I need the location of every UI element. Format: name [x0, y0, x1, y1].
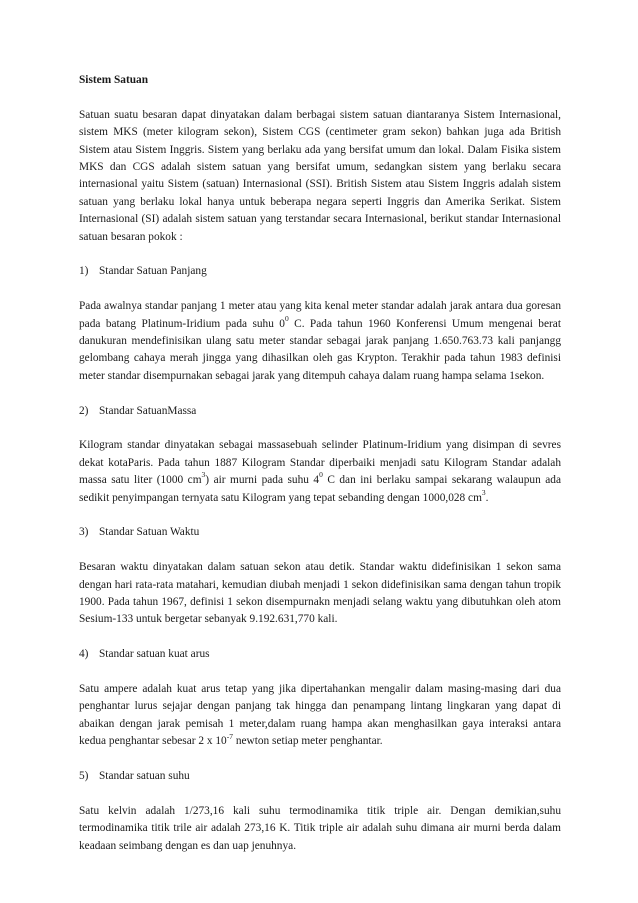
text-run: Pada awalnya standar panjang 1 meter atau yang kita kenal meter standar adalah jarak antara dua goresan pada batang Platinum-Iridium pada suhu 0 [79, 300, 561, 330]
section-heading-massa [79, 403, 561, 420]
section-number: 1) [79, 265, 89, 278]
superscript: 3 [481, 487, 486, 497]
section-number: 2) [79, 404, 89, 417]
superscript: -7 [226, 731, 233, 741]
text-run: C dan ini berlaku sampai sekarang walaupun ada sedikit penyimpangan ternyata satu Kilogram yang tepat sebanding dengan 1000,028 cm [79, 474, 561, 504]
section-number: 3) [79, 526, 89, 539]
text-run: ) air murni pada suhu 4 [205, 474, 320, 487]
section-number: 5) [79, 770, 89, 783]
document-page [79, 72, 561, 873]
section-title: Standar Satuan Panjang [99, 265, 207, 278]
section-paragraph-kuat-arus [79, 681, 561, 751]
section-paragraph-panjang [79, 298, 561, 385]
text-run: Satu ampere adalah kuat arus tetap yang jika dipertahankan mengalir dalam masing-masing dari dua penghantar lurus sejajar dengan panjang tak hingga dan penampang lintang lingkaran yang dapat di abaikan dengan jarak pemisah 1 meter,dalam ruang hampa akan menghasilkan gaya interaksi antara kedua penghantar sebesar 2 x 10 [79, 683, 561, 748]
superscript: 0 [319, 470, 323, 480]
section-heading-suhu [79, 768, 561, 785]
text-run: C. Pada tahun 1960 Konferensi Umum mengenai berat danukuran mendefinisikan ulang satu meter standar sebagai jarak panjang 1.650.763.73 kali panjangg gelombang cahaya merah jingga yang dihasilkan oleh gas Krypton. Terakhir pada tahun 1983 definisi meter standar disempurnakan sebagai jarak yang ditempuh cahaya dalam ruang hampa selama 1sekon. [79, 317, 561, 382]
section-heading-waktu [79, 524, 561, 541]
intro-paragraph: Satuan suatu besaran dapat dinyatakan dalam berbagai sistem satuan diantaranya Sistem Internasional, sistem MKS (meter kilogram sekon), Sistem CGS (centimeter gram sekon) bahkan juga ada British Sistem atau Sistem Inggris. Sistem yang berlaku ada yang bersifat umum dan lokal. Dalam Fisika sistem MKS dan CGS adalah sistem satuan yang bersifat umum, sedangkan sistem yang berlaku secara internasional yaitu Sistem (satuan) Internasional (SSI). British Sistem atau Sistem Inggris adalah sistem satuan yang berlaku lokal hanya untuk beberapa negara seperti Inggris dan Amerika Serikat. Sistem Internasional (SI) adalah sistem satuan yang terstandar secara Internasional, berikut standar Internasional satuan besaran pokok : [79, 108, 561, 243]
text-run: . [485, 491, 489, 504]
text-run: Kilogram standar dinyatakan sebagai massasebuah selinder Platinum-Iridium yang disimpan di sevres dekat kotaParis. Pada tahun 1887 Kilogram Standar diperbaiki menjadi satu Kilogram Standar adalah massa satu liter (1000 cm [79, 439, 561, 487]
superscript: 0 [284, 313, 289, 323]
section-paragraph-massa [79, 437, 561, 507]
section-title: Standar SatuanMassa [99, 404, 197, 417]
section-title: Standar Satuan Waktu [99, 526, 200, 539]
section-number: 4) [79, 648, 89, 661]
section-paragraph-suhu: Satu kelvin adalah 1/273,16 kali suhu termodinamika titik triple air. Dengan demikian,suhu termodinamika titik trile air adalah 273,16 K. Titik triple air adalah suhu dimana air murni berda dalam keadaan seimbang dengan es dan uap jenuhnya. [79, 804, 561, 852]
section-heading-panjang [79, 263, 561, 280]
section-paragraph-waktu: Besaran waktu dinyatakan dalam satuan sekon atau detik. Standar waktu didefinisikan 1 sekon sama dengan hari rata-rata matahari, kemudian diubah menjadi 1 sekon didefinisikan sama dengan tahun tropik 1900. Pada tahun 1967, definisi 1 sekon disempurnakn menjadi selang waktu yang dibutuhkan oleh atom Sesium-133 untuk bergetar sebanyak 9.192.631,770 kali. [79, 561, 561, 626]
section-heading-kuat-arus [79, 646, 561, 663]
text-run: newton setiap meter penghantar. [232, 735, 383, 748]
superscript: 3 [201, 470, 206, 480]
section-title: Standar satuan kuat arus [99, 648, 210, 661]
section-title: Standar satuan suhu [99, 770, 190, 783]
document-title: Sistem Satuan [79, 74, 149, 86]
